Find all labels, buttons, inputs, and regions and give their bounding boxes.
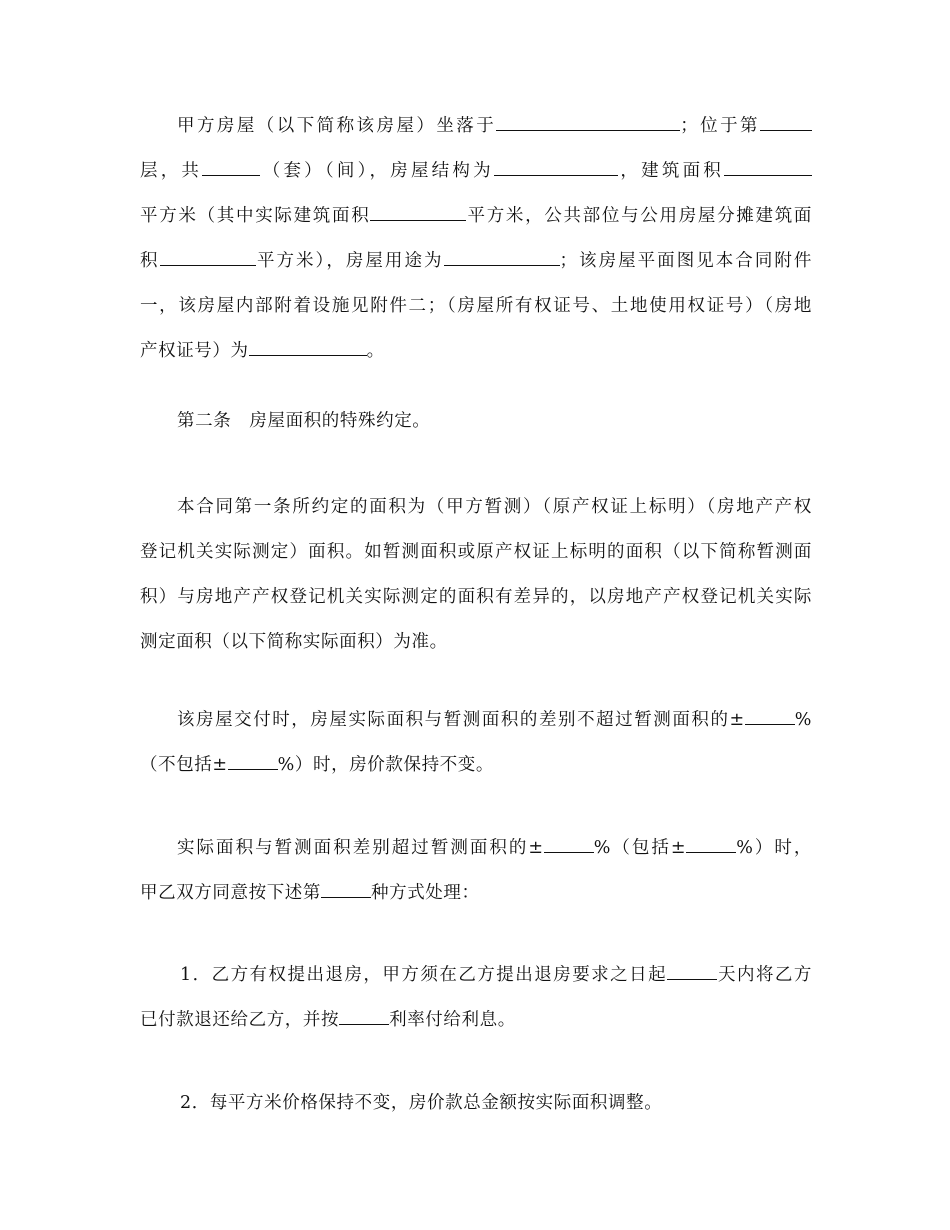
units-blank[interactable] bbox=[202, 160, 260, 176]
floor-blank[interactable] bbox=[760, 115, 812, 131]
text-line bbox=[140, 871, 812, 916]
text-line bbox=[140, 329, 812, 374]
area-definition-paragraph bbox=[140, 485, 812, 665]
option-1-paragraph bbox=[140, 953, 812, 1043]
method-number-blank[interactable] bbox=[321, 882, 371, 898]
text-line bbox=[140, 698, 812, 743]
text-segment: % bbox=[794, 710, 812, 730]
text-segment: ；该房屋平面图见本合同附件 bbox=[559, 251, 812, 271]
shared-area-blank[interactable] bbox=[160, 250, 256, 266]
text-line bbox=[140, 998, 812, 1043]
text-segment: 层，共 bbox=[140, 161, 203, 181]
option-2-paragraph bbox=[140, 1081, 812, 1126]
text-segment: 甲方房屋（以下简称该房屋）坐落于 bbox=[177, 116, 497, 136]
actual-area-blank[interactable] bbox=[370, 205, 466, 221]
delivery-tolerance-paragraph bbox=[140, 698, 812, 788]
text-segment: %（包括± bbox=[593, 838, 687, 858]
text-line bbox=[140, 194, 812, 239]
tolerance-percent-blank[interactable] bbox=[745, 709, 795, 725]
text-segment: ；位于第 bbox=[680, 116, 760, 136]
text-line: 积）与房地产产权登记机关实际测定的面积有差异的，以房地产产权登记机关实际 bbox=[140, 587, 812, 607]
text-segment: 利率付给利息。 bbox=[389, 1010, 516, 1030]
text-line bbox=[140, 953, 812, 998]
text-segment: 天内将乙方 bbox=[717, 965, 813, 985]
text-segment: 产权证号）为 bbox=[140, 341, 249, 361]
text-line: 登记机关实际测定）面积。如暂测面积或原产权证上标明的面积（以下简称暂测面 bbox=[140, 542, 812, 562]
text-segment: 积 bbox=[140, 251, 160, 271]
usage-blank[interactable] bbox=[444, 250, 560, 266]
inclusive-percent-blank[interactable] bbox=[686, 837, 736, 853]
text-segment: ，建筑面积 bbox=[617, 161, 724, 181]
text-line bbox=[140, 743, 812, 788]
text-segment: 平方米（其中实际建筑面积 bbox=[140, 206, 371, 226]
text-line bbox=[140, 239, 812, 284]
structure-blank[interactable] bbox=[494, 160, 618, 176]
text-segment: 实际面积与暂测面积差别超过暂测面积的± bbox=[177, 838, 544, 858]
text-line bbox=[140, 149, 812, 194]
text-segment: 平方米，公共部位与公用房屋分摊建筑面 bbox=[466, 206, 812, 226]
exceed-tolerance-paragraph bbox=[140, 826, 812, 916]
text-segment: （套）（间），房屋结构为 bbox=[260, 161, 494, 181]
text-segment: 已付款退还给乙方，并按 bbox=[140, 1010, 340, 1030]
text-segment: 平方米），房屋用途为 bbox=[255, 251, 444, 271]
property-description-paragraph bbox=[140, 104, 812, 374]
article-2-heading bbox=[140, 399, 812, 444]
refund-days-blank[interactable] bbox=[667, 964, 717, 980]
text-segment: %）时， bbox=[736, 838, 813, 858]
text-segment: 一，该房屋内部附着设施见附件二；（房屋所有权证号、土地使用权证号）（房地 bbox=[140, 296, 812, 316]
text-line bbox=[140, 104, 812, 149]
text-line: 2．每平方米价格保持不变，房价款总金额按实际面积调整。 bbox=[180, 1093, 663, 1113]
exceed-percent-blank[interactable] bbox=[544, 837, 594, 853]
building-area-blank[interactable] bbox=[724, 160, 812, 176]
text-segment: %）时，房价款保持不变。 bbox=[277, 755, 494, 775]
exclusive-percent-blank[interactable] bbox=[228, 754, 278, 770]
text-segment: 甲乙双方同意按下述第 bbox=[140, 883, 321, 903]
text-line bbox=[140, 284, 812, 329]
text-segment: 。 bbox=[366, 341, 385, 361]
text-line: 本合同第一条所约定的面积为（甲方暂测）（原产权证上标明）（房地产产权 bbox=[177, 497, 812, 517]
interest-rate-blank[interactable] bbox=[339, 1009, 389, 1025]
text-line bbox=[140, 826, 812, 871]
text-segment: 1．乙方有权提出退房，甲方须在乙方提出退房要求之日起 bbox=[180, 965, 668, 985]
certificate-number-blank[interactable] bbox=[249, 340, 367, 356]
text-segment: 种方式处理： bbox=[371, 883, 480, 903]
text-segment: （不包括± bbox=[140, 755, 228, 775]
heading-text: 第二条 房屋面积的特殊约定。 bbox=[177, 411, 431, 431]
text-line: 测定面积（以下简称实际面积）为准。 bbox=[140, 632, 448, 652]
location-blank[interactable] bbox=[496, 115, 680, 131]
text-segment: 该房屋交付时，房屋实际面积与暂测面积的差别不超过暂测面积的± bbox=[177, 710, 745, 730]
